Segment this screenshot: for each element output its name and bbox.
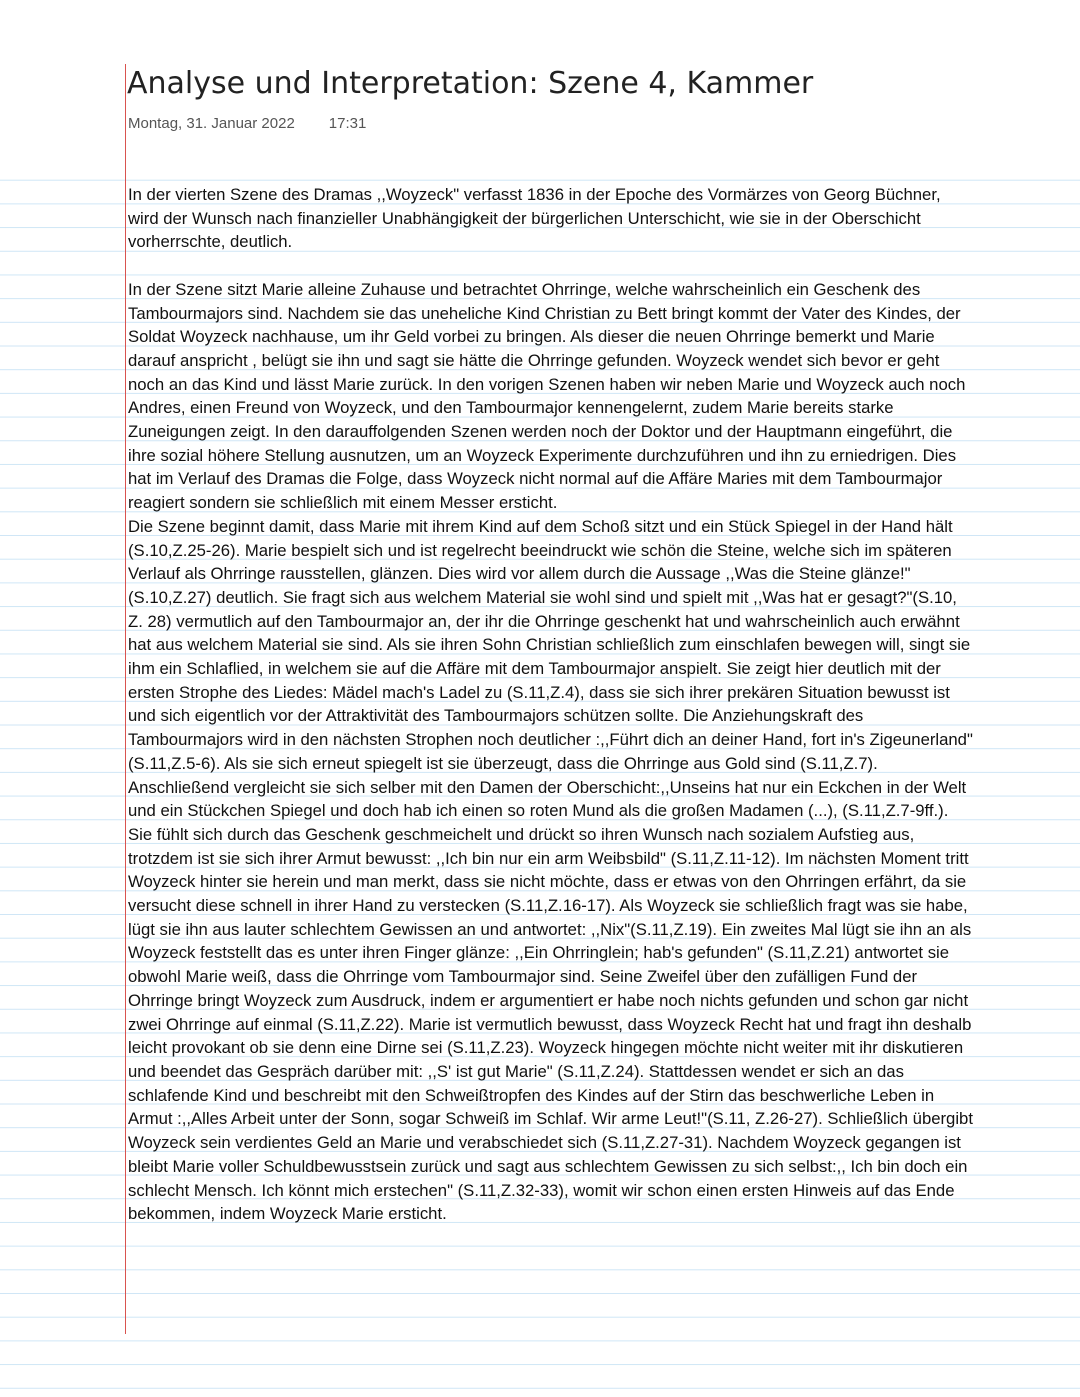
paragraph-gap [128, 254, 973, 278]
paragraph-analysis: Die Szene beginnt damit, dass Marie mit ihrem Kind auf dem Schoß sitzt und ein Stück Spiegel in der Hand hält (S.10,Z.25-26). Marie bespielt sich und ist regelrecht beeindruckt wie schön die Steine, welche sich im späteren Verlauf als Ohrringe rausstellen, glänzen. Dies wird vor allem durch die Aussage ,,Was die Steine glänze!" (S.10,Z.27) deutlich. Sie fragt sich aus welchem Material sie wohl sind und spielt mit ,,Was hat er gesagt?"(S.10, Z. 28) vermutlich auf den Tambourmajor an, der ihr die Ohrringe geschenkt hat und wahrscheinlich auch erwähnt hat aus welchem Material sie sind. Als sie ihren Sohn Christian schließlich zum einschlafen bewegen will, singt sie ihm ein Schlaflied, in welchem sie auf die Affäre mit dem Tambourmajor anspielt. Sie zeigt hier deutlich mit der ersten Strophe des Liedes: Mädel mach's Ladel zu (S.11,Z.4), dass sie sich ihrer prekären Situation bewusst ist und sich eigentlich vor der Attraktivität des Tambourmajors schützen sollte. Die Anziehungskraft des Tambourmajors wird in den nächsten Strophen noch deutlicher :,,Führt dich an deiner Hand, fort in's Zigeunerland"(S.11,Z.5-6). Als sie sich erneut spiegelt ist sie überzeugt, dass die Ohrringe aus Gold sind (S.11,Z.7). Anschließend vergleicht sie sich selber mit den Damen der Oberschicht:,,Unseins hat nur ein Eckchen in der Welt und ein Stückchen Spiegel und doch hab ich einen so roten Mund als die großen Madamen (...), (S.11,Z.7-9ff.). Sie fühlt sich durch das Geschenk geschmeichelt und drückt so ihren Wunsch nach sozialem Aufstieg aus, trotzdem ist sie sich ihrer Armut bewusst: ,,Ich bin nur ein arm Weibsbild" (S.11,Z.11-12). Im nächsten Moment tritt Woyzeck hinter sie herein und man merkt, dass sie nicht möchte, dass er etwas von den Ohrringen erfährt, da sie versucht diese schnell in ihrer Hand zu verstecken (S.11,Z.16-17). Als Woyzeck sie schließlich fragt was sie habe, lügt sie ihn aus lauter schlechtem Gewissen an und antwortet: ,,Nix"(S.11,Z.19). Ein zweites Mal lügt sie ihn an als Woyzeck feststellt das es unter ihren Finger glänze: ,,Ein Ohrringlein; hab's gefunden" (S.11,Z.21) antwortet sie obwohl Marie weiß, dass die Ohrringe vom Tambourmajor sind. Seine Zweifel über den zufälligen Fund der Ohrringe bringt Woyzeck zum Ausdruck, indem er argumentiert er habe noch nichts gefunden und schon gar nicht zwei Ohrringe auf einmal (S.11,Z.22). Marie ist vermutlich bewusst, dass Woyzeck Recht hat und fragt ihn deshalb leicht provokant ob sie denn eine Dirne sei (S.11,Z.23). Woyzeck hingegen möchte nicht weiter mit ihr diskutieren und beendet das Gespräch darüber mit: ,,S' ist gut Marie" (S.11,Z.24). Stattdessen wendet er sich an das schlafende Kind und beschreibt mit den Schweißtropfen des Kindes auf der Stirn das beschwerliche Leben in Armut :,,Alles Arbeit unter der Sonn, sogar Schweiß im Schlaf. Wir arme Leut!"(S.11, Z.26-27). Schließlich übergibt Woyzeck sein verdientes Geld an Marie und verabschiedet sich (S.11,Z.27-31). Nachdem Woyzeck gegangen ist bleibt Marie voller Schuldbewusstsein zurück und sagt aus schlechtem Gewissen zu sich selbst:,, Ich bin doch ein schlecht Mensch. Ich könnt mich erstechen" (S.11,Z.32-33), womit wir schon einen ersten Hinweis auf das Ende bekommen, indem Woyzeck Marie ersticht. [128, 516, 973, 1224]
paragraph-summary: In der Szene sitzt Marie alleine Zuhause und betrachtet Ohrringe, welche wahrscheinlich ein Geschenk des Tambourmajors sind. Nachdem sie das uneheliche Kind Christian zu Bett bringt kommt der Vater des Kindes, der Soldat Woyzeck nachhause, um ihr Geld vorbei zu bringen. Als dieser die neuen Ohrringe bemerkt und Marie darauf anspricht , belügt sie ihn und sagt sie hätte die Ohrringe gefunden. Woyzeck wendet sich bevor er geht noch an das Kind und lässt Marie zurück. In den vorigen Szenen haben wir neben Marie und Woyzeck auch noch Andres, einen Freund von Woyzeck, und den Tambourmajor kennengelernt, zudem Marie bereits starke Zuneigungen zeigt. In den darauffolgenden Szenen werden noch der Doktor und der Hauptmann eingeführt, die ihre sozial höhere Stellung ausnutzen, um an Woyzeck Experimente durchzuführen und ihn zu erniedrigen. Dies hat im Verlauf des Dramas die Folge, dass Woyzeck nicht normal auf die Affäre Maries mit dem Tambourmajor reagiert sondern sie schließlich mit einem Messer ersticht. [128, 279, 966, 513]
page-title: Analyse und Interpretation: Szene 4, Kammer [127, 66, 814, 101]
note-date: Montag, 31. Januar 2022 [128, 115, 295, 132]
paragraph-intro: In der vierten Szene des Dramas ,,Woyzeck" verfasst 1836 in der Epoche des Vormärzes von Georg Büchner, wird der Wunsch nach finanzieller Unabhängigkeit der bürgerlichen Unterschicht, wie sie in der Oberschicht vorherrschte, deutlich. [128, 185, 941, 252]
note-time: 17:31 [328, 115, 367, 132]
margin-line [125, 64, 126, 1334]
note-body [128, 183, 973, 1226]
note-meta [128, 115, 366, 132]
